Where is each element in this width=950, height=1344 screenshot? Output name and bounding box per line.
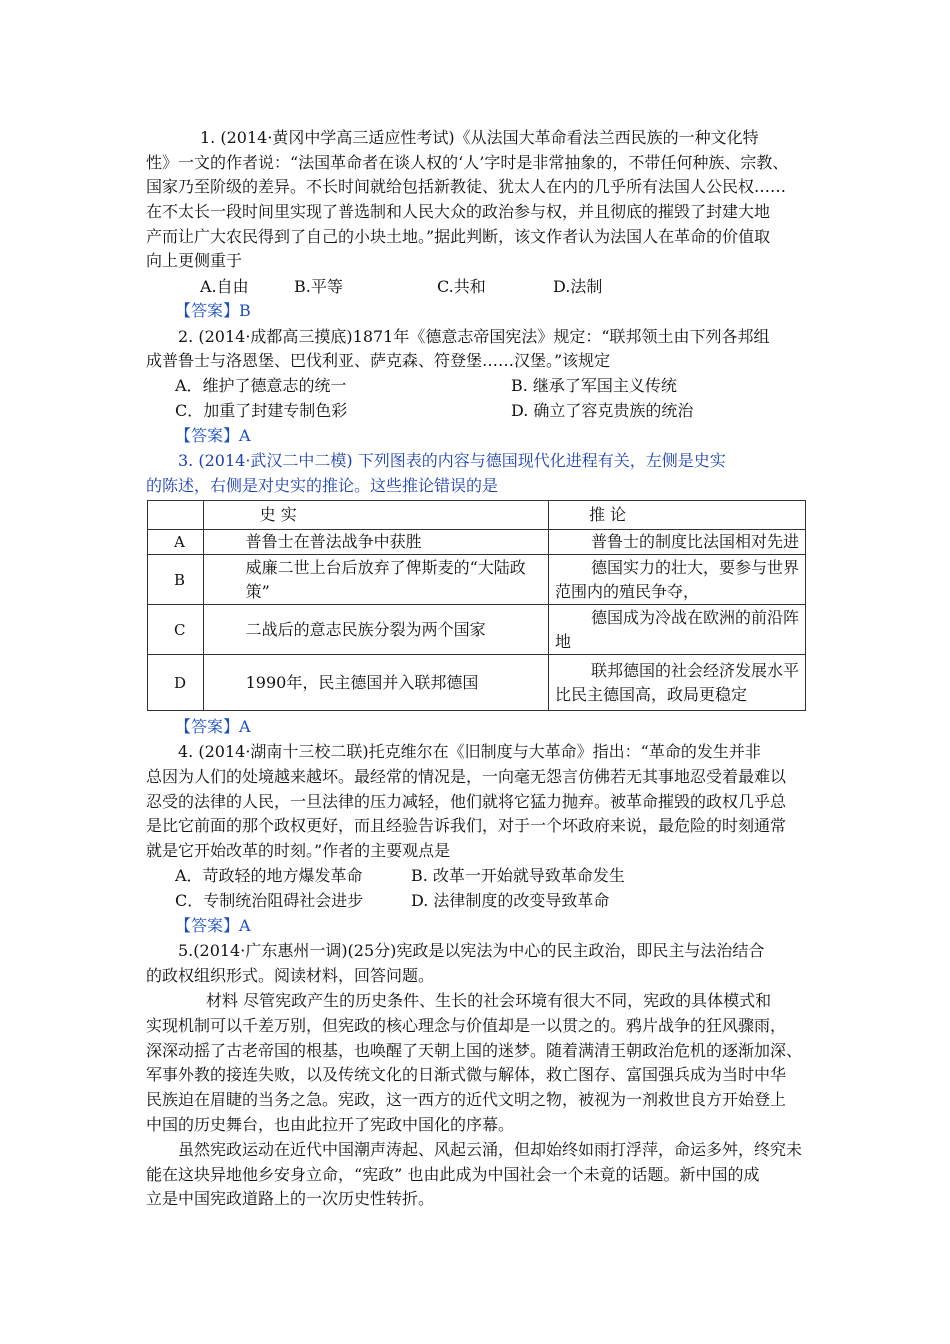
q1-line-3: 国家乃至阶级的差异。不长时间就给包括新教徒、犹太人在内的几乎所有法国人公民权…… [146, 177, 787, 196]
row-fact: 普鲁士在普法战争中获胜 [203, 530, 548, 555]
row-inference: 普鲁士的制度比法国相对先进 [548, 530, 805, 555]
row-label: D [148, 655, 204, 711]
q5-paragraph-line-2: 能在这块异地他乡安身立命，“宪政” 也由此成为中国社会一个未竟的话题。新中国的成 [146, 1165, 760, 1184]
q1-answer: 【答案】B [175, 301, 251, 320]
table-row [148, 605, 806, 655]
row-inference-line-2: 范围内的殖民争夺， [554, 581, 699, 601]
q2-option-d: D. 确立了容克贵族的统治 [511, 401, 694, 420]
row-inference-line-1: 德国实力的壮大，要参与世界 [590, 557, 799, 577]
q4-option-a: A．苛政轻的地方爆发革命 [175, 866, 363, 885]
q1-option-a: A.自由 [200, 277, 249, 296]
q5-line-2: 的政权组织形式。阅读材料，回答问题。 [146, 966, 435, 985]
q5-material-line-1: 材料 尽管宪政产生的历史条件、生长的社会环境有很大不同，宪政的具体模式和 [206, 991, 772, 1010]
row-inference-line-2: 比民主德国高，政局更稳定 [554, 684, 747, 704]
table-row [148, 555, 806, 605]
row-inference [548, 655, 805, 711]
q5-material-line-4: 军事外教的接连失败，以及传统文化的日渐式微与解体，救亡图存、富国强兵成为当时中华 [146, 1065, 787, 1084]
q5-material-line-6: 中国的历史舞台，也由此拉开了宪政中国化的序幕。 [146, 1115, 515, 1134]
q5-paragraph-line-1: 虽然宪政运动在近代中国潮声涛起、风起云涌，但却始终如雨打浮萍，命运多舛，终究未 [178, 1140, 803, 1159]
q1-option-d: D.法制 [553, 277, 603, 296]
q4-option-d: D. 法律制度的改变导致革命 [411, 891, 610, 910]
table-header-inference: 推 论 [548, 501, 805, 530]
q4-line-1: 4. (2014·湖南十三校二联)托克维尔在《旧制度与大革命》指出：“革命的发生并非 [178, 742, 761, 761]
row-inference-line-2: 地 [554, 631, 571, 651]
q1-line-6: 向上更侧重于 [146, 251, 243, 270]
q1-option-b: B.平等 [294, 277, 343, 296]
row-inference [548, 555, 805, 605]
row-inference [548, 605, 805, 655]
q4-line-2: 总因为人们的处境越来越坏。最经常的情况是，一向毫无怨言仿佛若无其事地忍受着最难以 [146, 767, 787, 786]
table-header-label [148, 501, 204, 530]
q1-line-4: 在不太长一段时间里实现了普选制和人民大众的政治参与权，并且彻底的摧毁了封建大地 [146, 202, 771, 221]
q2-line-2: 成普鲁士与洛恩堡、巴伐利亚、萨克森、符登堡……汉堡。”该规定 [146, 351, 611, 370]
q4-option-b: B. 改革一开始就导致革命发生 [411, 866, 625, 885]
q1-line-2: 性》一文的作者说：“法国革命者在谈人权的‘人’字时是非常抽象的，不带任何种族、宗教、 [146, 153, 789, 172]
q1-line-1: 1. (2014·黄冈中学高三适应性考试)《从法国大革命看法兰西民族的一种文化特 [200, 128, 759, 147]
row-fact: 二战后的意志民族分裂为两个国家 [203, 605, 548, 655]
q5-material-line-2: 实现机制可以千差万别，但宪政的核心理念与价值却是一以贯之的。鸦片战争的狂风骤雨， [146, 1016, 787, 1035]
q4-line-3: 忍受的法律的人民，一旦法律的压力减轻，他们就将它猛力抛弃。被革命摧毁的政权几乎总 [146, 792, 787, 811]
q5-material-line-5: 民族迫在眉睫的当务之急。宪政，这一西方的近代文明之物，被视为一剂救世良方开始登上 [146, 1090, 787, 1109]
row-fact: 1990年，民主德国并入联邦德国 [203, 655, 548, 711]
q5-line-1: 5.(2014·广东惠州一调)(25分)宪政是以宪法为中心的民主政治，即民主与法治结合 [178, 941, 765, 960]
table-row [148, 655, 806, 711]
row-inference-line-1: 德国成为冷战在欧洲的前沿阵 [590, 607, 799, 627]
q3-answer: 【答案】A [175, 717, 251, 736]
row-fact-line-1: 威廉二世上台后放弃了俾斯麦的“大陆政 [245, 557, 526, 577]
table-row [148, 530, 806, 555]
q2-option-c: C．加重了封建专制色彩 [175, 401, 348, 420]
q4-answer: 【答案】A [175, 916, 251, 935]
q1-option-c: C.共和 [437, 277, 486, 296]
row-fact-line-2: 策” [245, 581, 270, 601]
q4-option-c: C．专制统治阻碍社会进步 [175, 891, 364, 910]
q2-option-a: A．维护了德意志的统一 [175, 376, 347, 395]
q2-option-b: B. 继承了军国主义传统 [511, 376, 677, 395]
q2-line-1: 2. (2014·成都高三摸底)1871年《德意志帝国宪法》规定：“联邦领土由下列各邦组 [178, 327, 770, 346]
q3-line-1: 3. (2014·武汉二中二模) 下列图表的内容与德国现代化进程有关，左侧是史实 [178, 451, 726, 470]
q5-paragraph-line-3: 立是中国宪政道路上的一次历史性转折。 [146, 1189, 435, 1208]
q4-line-4: 是比它前面的那个政权更好，而且经验告诉我们，对于一个坏政府来说，最危险的时刻通常 [146, 816, 787, 835]
row-fact [203, 555, 548, 605]
row-inference-line-1: 联邦德国的社会经济发展水平 [590, 660, 799, 680]
q4-line-5: 就是它开始改革的时刻。”作者的主要观点是 [146, 841, 451, 860]
q5-material-line-3: 深深动摇了古老帝国的根基，也唤醒了天朝上国的迷梦。随着满清王朝政治危机的逐渐加深、 [146, 1041, 803, 1060]
q2-answer: 【答案】A [175, 426, 251, 445]
table-header-row [148, 501, 806, 530]
row-label: B [148, 555, 204, 605]
row-label: A [148, 530, 204, 555]
history-facts-table [147, 500, 806, 711]
table-header-fact: 史 实 [203, 501, 548, 530]
q3-line-2: 的陈述，右侧是对史实的推论。这些推论错误的是 [146, 476, 499, 495]
q1-line-5: 产而让广大农民得到了自己的小块土地。”据此判断，该文作者认为法国人在革命的价值取 [146, 227, 771, 246]
row-label: C [148, 605, 204, 655]
